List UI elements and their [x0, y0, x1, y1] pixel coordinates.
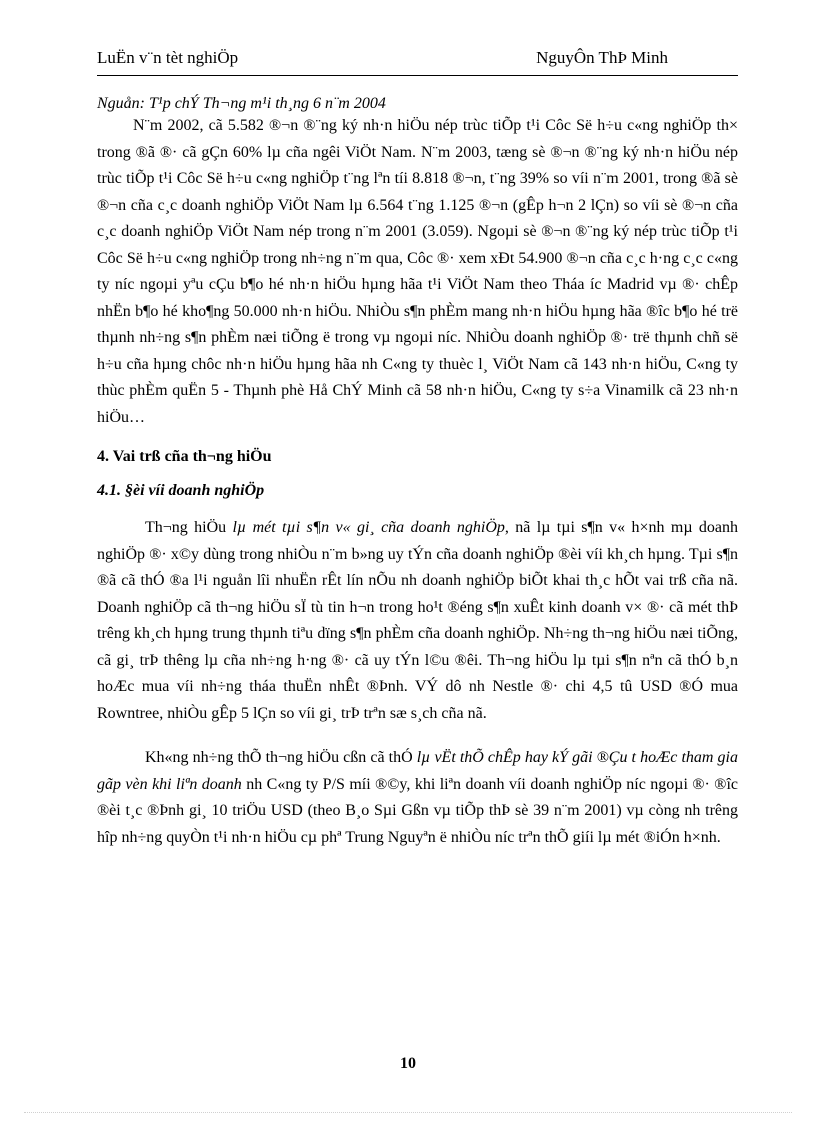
paragraph-3-emphasis: lµ vËt thÕ chÊp hay kÝ gãi ®Çu t hoÆc tham gia gãp vèn khi liªn doanh [97, 749, 739, 793]
page-bottom-divider [24, 1112, 792, 1113]
header-thesis-title: LuËn v¨n tèt nghiÖp [97, 48, 239, 67]
page-header [97, 48, 738, 74]
paragraph-3-text-a: Kh«ng nh÷ng thÕ th¬ng hiÖu cßn cã thÓ [145, 749, 417, 766]
header-author: NguyÔn ThÞ Minh [536, 48, 668, 67]
body-paragraph-1: N¨m 2002, cã 5.582 ®¬n ®¨ng ký nh·n hiÖu nép trùc tiÕp t¹i Côc Së h÷u c«ng nghiÖp th× trong ®ã ®· cã gÇn 60% lµ cña ngêi ViÖt Nam. N¨m 2003, tæng sè ®¬n ®¨ng ký nh·n hiÖu nép trùc tiÕp t¹i Côc Së h÷u c«ng nghiÖp t¨ng lªn tíi 8.818 ®¬n, t¨ng 39% so víi n¨m 2001, trong ®ã sè ®¬n cña c¸c doanh nghiÖp ViÖt Nam lµ 6.564 t¨ng 1.125 ®¬n (gÊp h¬n 2 lÇn) so víi sè ®¬n cña c¸c doanh nghiÖp ViÖt Nam nép trong n¨m 2001 (3.059). Ngoµi sè ®¬n ®¨ng ký nép trùc tiÕp t¹i Côc Së h÷u c«ng nghiÖp trong nh÷ng n¨m qua, Côc ®· xem xÐt 54.900 ®¬n cña c¸c h·ng c¸c c«ng ty níc ngoµi yªu cÇu b¶o hé nh·n hiÖu hµng hãa t¹i ViÖt Nam theo Tháa íc Madrid vµ ®· chÊp nhËn b¶o hé kho¶ng 50.000 nh·n hiÖu. NhiÒu s¶n phÈm mang nh·n hiÖu hµng hãa ®îc b¶o hé trë thµnh nh÷ng s¶n phÈm næi tiÕng ë trong vµ ngoµi níc. NhiÒu doanh nghiÖp ®· trë thµnh chñ së h÷u cña hµng chôc nh·n hiÖu hµng hãa nh C«ng ty thuèc l¸ ViÖt Nam cã 143 nh·n hiÖu, C«ng ty thùc phÈm quËn 5 - Thµnh phè Hå ChÝ Minh cã 58 nh·n hiÖu, C«ng ty s÷a Vinamilk cã 23 nh·n hiÖu… [97, 117, 738, 426]
header-divider [97, 75, 738, 76]
subsection-heading-4-1: 4.1. §èi víi doanh nghiÖp [97, 482, 265, 499]
page-body [97, 94, 738, 851]
section-heading-4: 4. Vai trß cña th¬ng hiÖu [97, 448, 272, 465]
body-paragraph-3 [97, 745, 738, 851]
paragraph-3-text-b: nh C«ng ty P/S míi ®©y, khi liªn doanh víi doanh nghiÖp níc ngoµi ®· ®îc ®èi t¸c ®Þnh gi¸ 10 triÖu USD (theo B¸o Sµi Gßn vµ tiÕp thÞ sè 39 n¨m 2001) vµ còng nh trêng hîp nh÷ng quyÒn t¹i nh·n hiÖu cµ phª Trung Nguyªn ë nhiÒu níc trªn thÕ giíi lµ mét ®iÓn h×nh. [97, 775, 738, 846]
body-paragraph-2 [97, 515, 738, 727]
paragraph-2-text-a: Th¬ng hiÖu [145, 519, 233, 536]
paragraph-2-emphasis: lµ mét tµi s¶n v« gi¸ cña doanh nghiÖp [232, 519, 505, 536]
page-number: 10 [400, 1055, 416, 1072]
source-citation: Nguån: T¹p chÝ Th¬ng m¹i th¸ng 6 n¨m 2004 [97, 95, 386, 112]
paragraph-2-text-b: , nã lµ tµi s¶n v« h×nh mµ doanh nghiÖp ®· x©y dùng trong nhiÒu n¨m b»ng uy tÝn cña doanh nghiÖp ®èi víi kh¸ch hµng. Tµi s¶n ®ã cã thÓ ®a l¹i nguån lîi nhuËn rÊt lín nÕu nh doanh nghiÖp biÕt khai th¸c hÕt vai trß cña nã. Doanh nghiÖp cã th¬ng hiÖu sÏ tù tin h¬n trong ho¹t ®éng s¶n xuÊt kinh doanh v× ®· cã mét thÞ trêng kh¸ch hµng trung thµnh tiªu dïng s¶n phÈm cña doanh nghiÖp. Nh÷ng th¬ng hiÖu næi tiÕng, cã gi¸ trÞ thêng lµ cña nh÷ng h·ng ®· cã uy tÝn l©u ®êi. Th¬ng hiÖu lµ tµi s¶n nªn cã thÓ b¸n hoÆc mua víi nh÷ng tháa thuËn nhÊt ®Þnh. VÝ dô nh Nestle ®· chi 4,5 tû USD ®Ó mua Rowntree, nhiÒu gÊp 5 lÇn so víi gi¸ trÞ trªn sæ s¸ch cña nã. [97, 519, 738, 722]
